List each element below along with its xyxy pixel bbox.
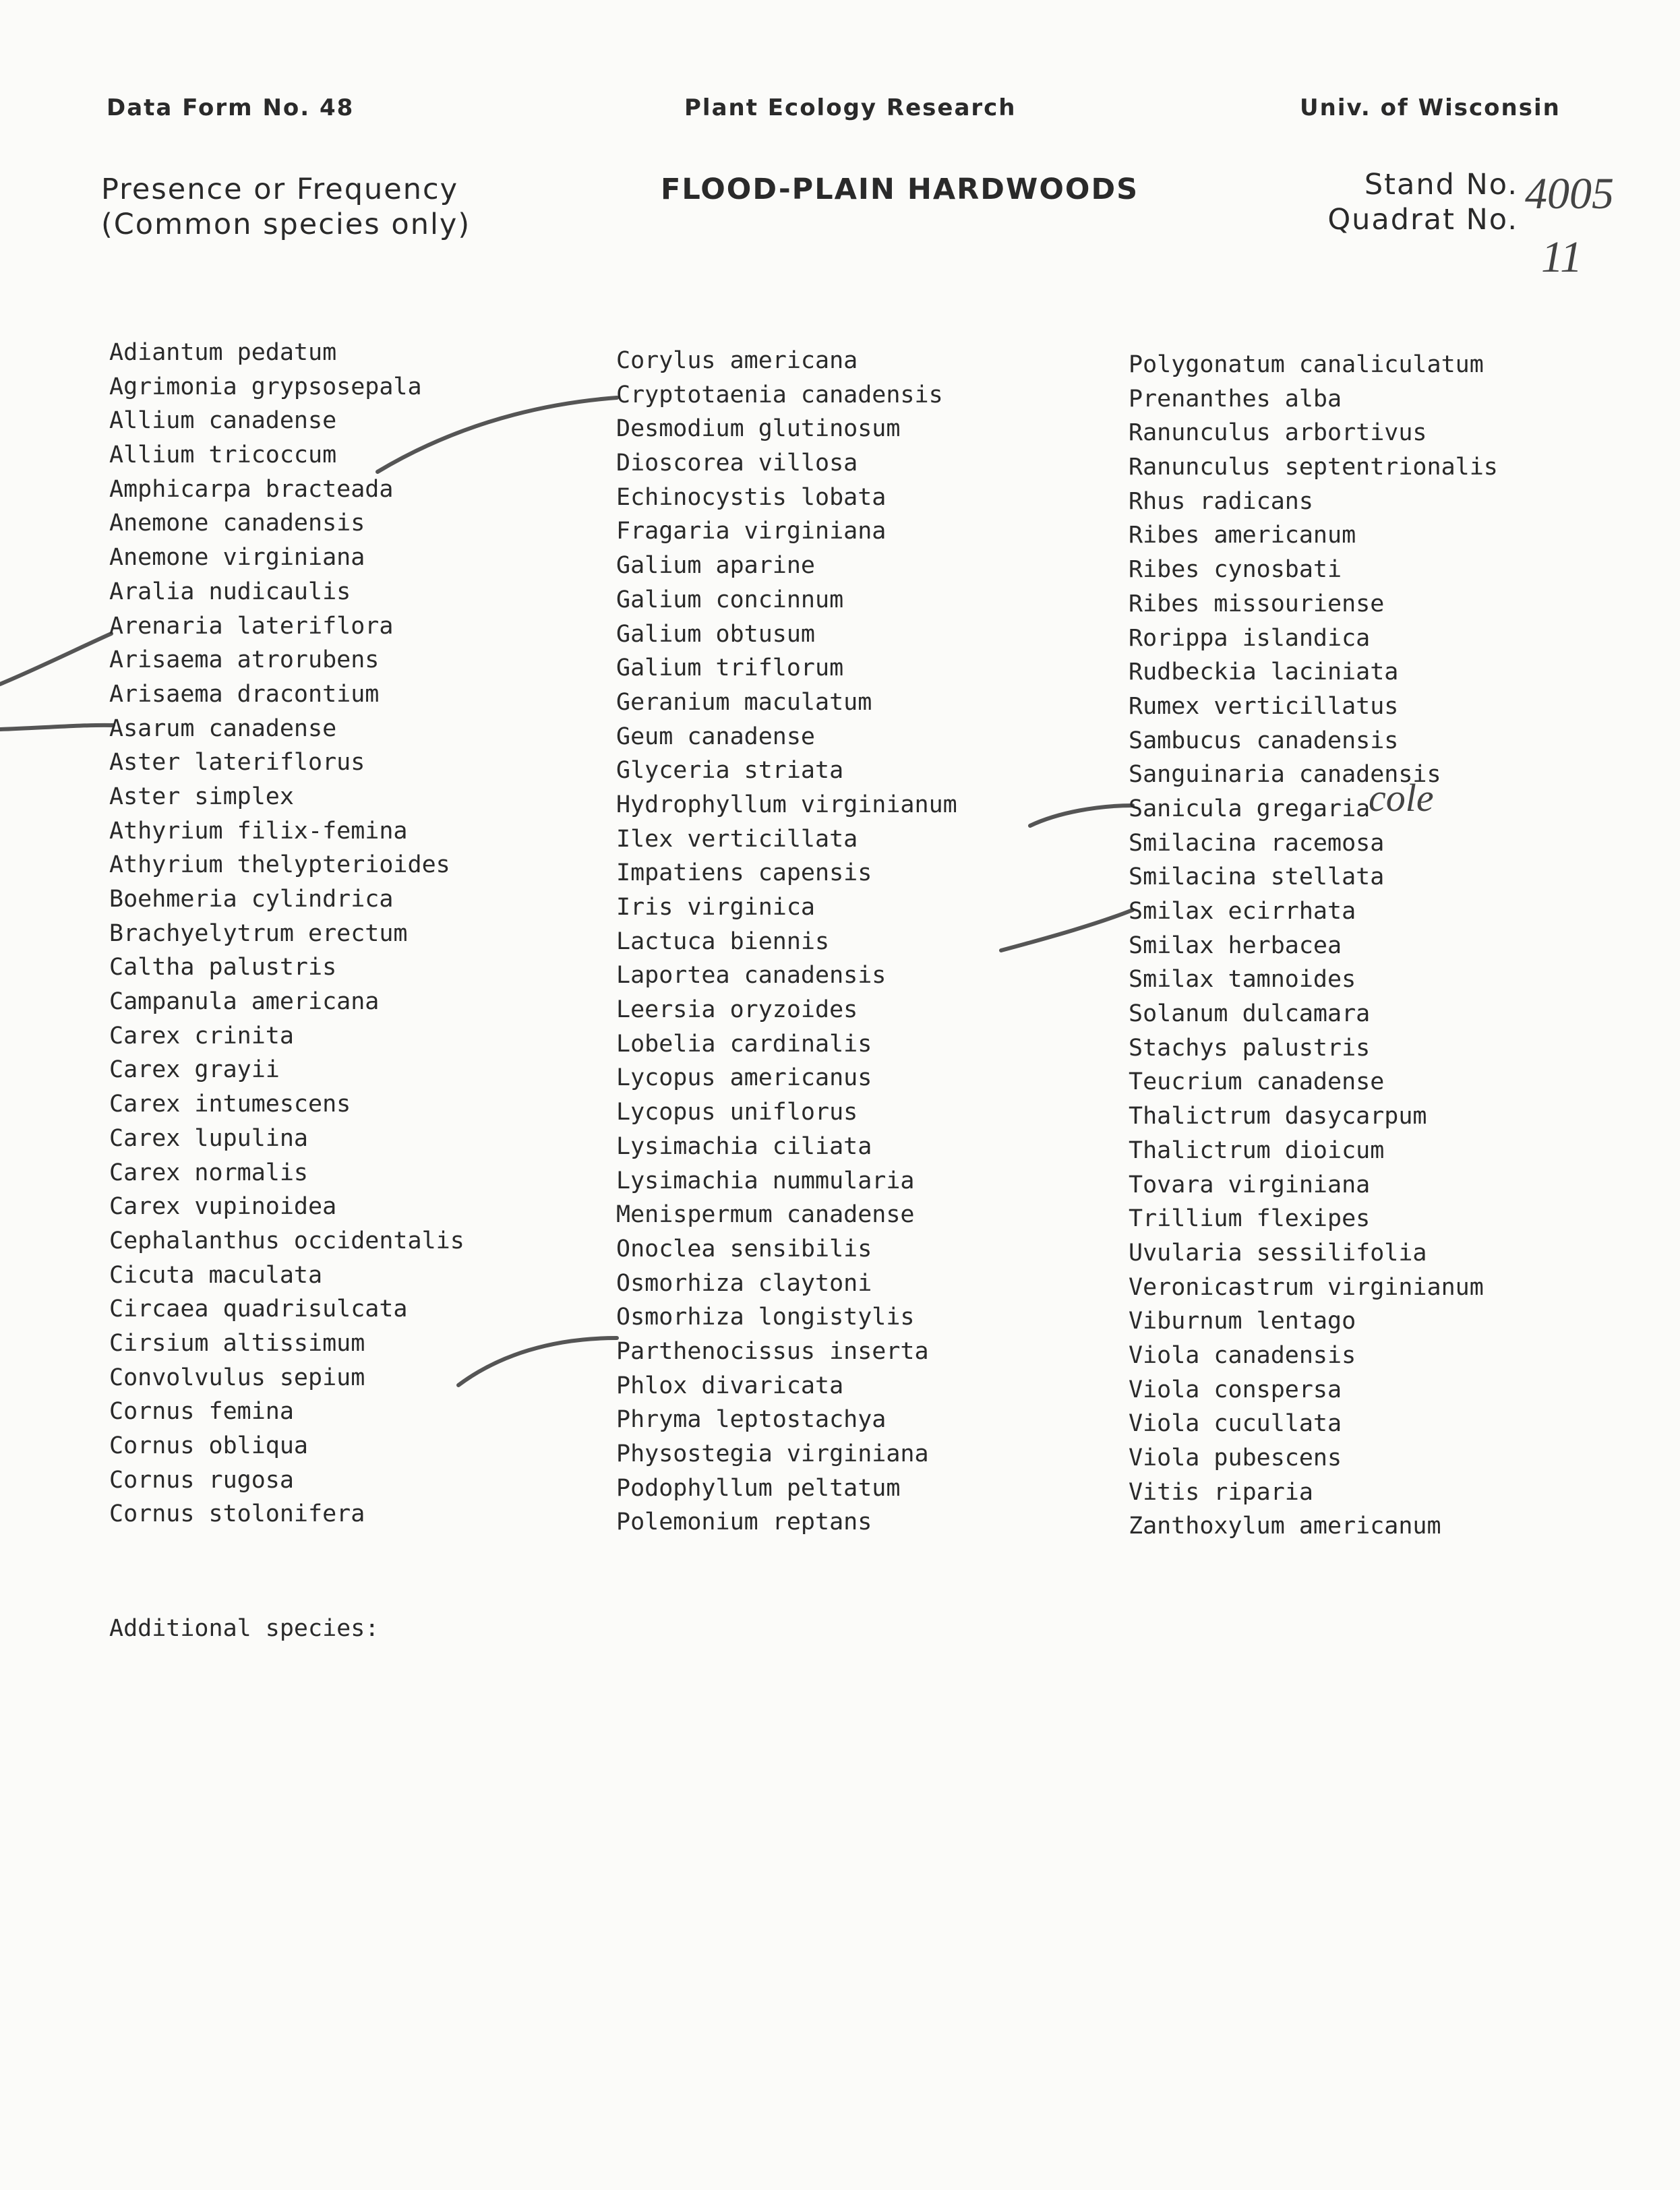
species-item: Viola conspersa (1129, 1376, 1342, 1403)
species-item: Lycopus americanus (616, 1064, 872, 1092)
species-item: Athyrium filix-femina (109, 817, 408, 845)
species-item: Carex vupinoidea (109, 1193, 337, 1221)
stand-label: Stand No. (1364, 168, 1518, 202)
organization: Plant Ecology Research (684, 94, 1017, 121)
species-item: Prenanthes alba (1129, 385, 1342, 413)
species-item: Impatiens capensis (616, 859, 872, 887)
species-item: Galium triflorum (616, 655, 844, 682)
species-item: Glyceria striata (616, 757, 844, 785)
species-item: Smilax tamnoides (1129, 966, 1356, 994)
species-item: Hydrophyllum virginianum (616, 791, 957, 818)
stand-number-handwritten: 4005 (1525, 169, 1614, 218)
species-item: Cryptotaenia canadensis (616, 381, 943, 408)
species-item: Agrimonia grypsosepala (109, 373, 422, 400)
species-item: Ranunculus arbortivus (1129, 419, 1427, 447)
page-title: FLOOD-PLAIN HARDWOODS (661, 173, 1139, 206)
species-item: Rorippa islandica (1129, 624, 1371, 652)
species-item: Dioscorea villosa (616, 450, 858, 477)
species-item: Thalictrum dasycarpum (1129, 1103, 1427, 1130)
species-item: Echinocystis lobata (616, 483, 887, 511)
species-item: Corylus americana (616, 347, 858, 374)
species-item: Polemonium reptans (616, 1509, 872, 1536)
species-item: Athyrium thelypterioides (109, 851, 450, 879)
species-item: Boehmeria cylindrica (109, 886, 394, 913)
species-item: Menispermum canadense (616, 1201, 915, 1229)
species-item: Viola canadensis (1129, 1341, 1356, 1369)
species-item: Caltha palustris (109, 954, 337, 981)
species-item: Anemone canadensis (109, 510, 365, 537)
species-item: Aralia nudicaulis (109, 578, 351, 605)
pencil-mark-sanicula (1030, 805, 1133, 826)
species-item: Cirsium altissimum (109, 1329, 365, 1357)
species-item: Cornus stolonifera (109, 1500, 365, 1528)
species-item: Carex lupulina (109, 1124, 309, 1152)
species-item: Rhus radicans (1129, 487, 1313, 515)
species-item: Cornus femina (109, 1398, 294, 1426)
species-item: Solanum dulcamara (1129, 1000, 1371, 1028)
species-item: Arenaria lateriflora (109, 612, 394, 640)
species-item: Osmorhiza longistylis (616, 1304, 915, 1331)
species-item: Allium canadense (109, 407, 337, 435)
species-item: Trillium flexipes (1129, 1205, 1371, 1233)
species-item: Cornus obliqua (109, 1432, 309, 1459)
species-item: Podophyllum peltatum (616, 1474, 901, 1502)
species-item: Amphicarpa bracteada (109, 475, 394, 503)
species-item: Lysimachia nummularia (616, 1167, 915, 1194)
species-item: Sambucus canadensis (1129, 727, 1399, 754)
species-item: Lactuca biennis (616, 927, 830, 955)
species-item: Zanthoxylum americanum (1129, 1513, 1441, 1540)
species-item: Teucrium canadense (1129, 1068, 1385, 1096)
species-item: Carex crinita (109, 1022, 294, 1050)
species-item: Cephalanthus occidentalis (109, 1227, 464, 1254)
pencil-mark-parthenocissus (458, 1338, 617, 1385)
species-item: Rudbeckia laciniata (1129, 659, 1399, 686)
species-item: Campanula americana (109, 988, 380, 1016)
species-item: Onoclea sensibilis (616, 1235, 872, 1263)
species-item: Carex grayii (109, 1056, 280, 1084)
stand-quadrat-labels (1327, 167, 1518, 237)
species-item: Galium aparine (616, 552, 816, 580)
species-item: Ribes cynosbati (1129, 556, 1342, 584)
species-item: Geranium maculatum (616, 688, 872, 716)
species-item: Veronicastrum virginianum (1129, 1273, 1484, 1301)
pencil-mark-smilax (1001, 910, 1133, 950)
species-item: Geum canadense (616, 723, 816, 750)
species-item: Cicuta maculata (109, 1261, 323, 1289)
additional-species-label: Additional species: (109, 1615, 380, 1642)
species-item: Sanguinaria canadensis (1129, 761, 1441, 789)
species-item: Lobelia cardinalis (616, 1030, 872, 1058)
species-item: Arisaema dracontium (109, 680, 380, 708)
mode-line-1: Presence or Frequency (101, 173, 459, 206)
species-column-2 (616, 344, 957, 1540)
species-item: Smilax herbacea (1129, 932, 1342, 959)
species-item: Parthenocissus inserta (616, 1337, 929, 1365)
species-item: Galium concinnum (616, 586, 844, 613)
mode-label (101, 172, 471, 242)
species-item: Lysimachia ciliata (616, 1132, 872, 1160)
species-item: Viola cucullata (1129, 1410, 1342, 1438)
species-item: Iris virginica (616, 894, 816, 921)
species-item: Thalictrum dioicum (1129, 1136, 1385, 1164)
species-item: Viola pubescens (1129, 1444, 1342, 1471)
species-item: Carex normalis (109, 1159, 309, 1186)
species-item: Asarum canadense (109, 714, 337, 742)
species-item: Ribes missouriense (1129, 590, 1385, 617)
species-item: Laportea canadensis (616, 962, 887, 990)
species-item: Galium obtusum (616, 620, 816, 648)
species-item: Ilex verticillata (616, 825, 858, 853)
species-item: Allium tricoccum (109, 442, 337, 469)
species-column-1 (109, 336, 464, 1531)
species-item: Stachys palustris (1129, 1034, 1371, 1062)
species-item: Convolvulus sepium (109, 1364, 365, 1391)
species-item: Desmodium glutinosum (616, 415, 901, 443)
form-number: Data Form No. 48 (107, 94, 355, 121)
species-item: Cornus rugosa (109, 1466, 294, 1494)
species-item: Arisaema atrorubens (109, 646, 380, 674)
species-item: Physostegia virginiana (616, 1440, 929, 1467)
species-item: Uvularia sessilifolia (1129, 1239, 1427, 1267)
species-item: Ranunculus septentrionalis (1129, 454, 1498, 481)
species-item: Smilax ecirrhata (1129, 898, 1356, 925)
species-item: Ribes americanum (1129, 522, 1356, 549)
species-item: Aster simplex (109, 783, 294, 810)
species-item: Anemone virginiana (109, 544, 365, 572)
species-item: Aster lateriflorus (109, 749, 365, 777)
species-item: Sanicula gregaria (1129, 795, 1371, 822)
margin-note-handwritten: cole (1369, 776, 1434, 820)
species-item: Circaea quadrisulcata (109, 1296, 408, 1323)
species-item: Smilacina racemosa (1129, 829, 1385, 857)
species-item: Rumex verticillatus (1129, 692, 1399, 720)
species-item: Fragaria virginiana (616, 518, 887, 545)
quadrat-number-handwritten: 11 (1541, 233, 1583, 282)
species-item: Carex intumescens (109, 1091, 351, 1118)
species-column-3 (1129, 348, 1498, 1544)
pencil-mark-asarum (0, 725, 113, 729)
mode-line-2: (Common species only) (101, 208, 471, 241)
species-item: Leersia oryzoides (616, 996, 858, 1024)
species-item: Osmorhiza claytoni (616, 1269, 872, 1297)
species-item: Phryma leptostachya (616, 1406, 887, 1434)
species-item: Viburnum lentago (1129, 1308, 1356, 1335)
species-item: Tovara virginiana (1129, 1171, 1371, 1198)
quadrat-label: Quadrat No. (1327, 203, 1518, 237)
pencil-mark-arenaria (0, 634, 111, 684)
species-item: Lycopus uniflorus (616, 1099, 858, 1126)
species-item: Adiantum pedatum (109, 339, 337, 366)
species-item: Smilacina stellata (1129, 863, 1385, 891)
species-item: Phlox divaricata (616, 1372, 844, 1399)
species-item: Polygonatum canaliculatum (1129, 351, 1484, 378)
species-item: Vitis riparia (1129, 1478, 1313, 1506)
university: Univ. of Wisconsin (1300, 94, 1561, 121)
species-item: Brachyelytrum erectum (109, 919, 408, 947)
